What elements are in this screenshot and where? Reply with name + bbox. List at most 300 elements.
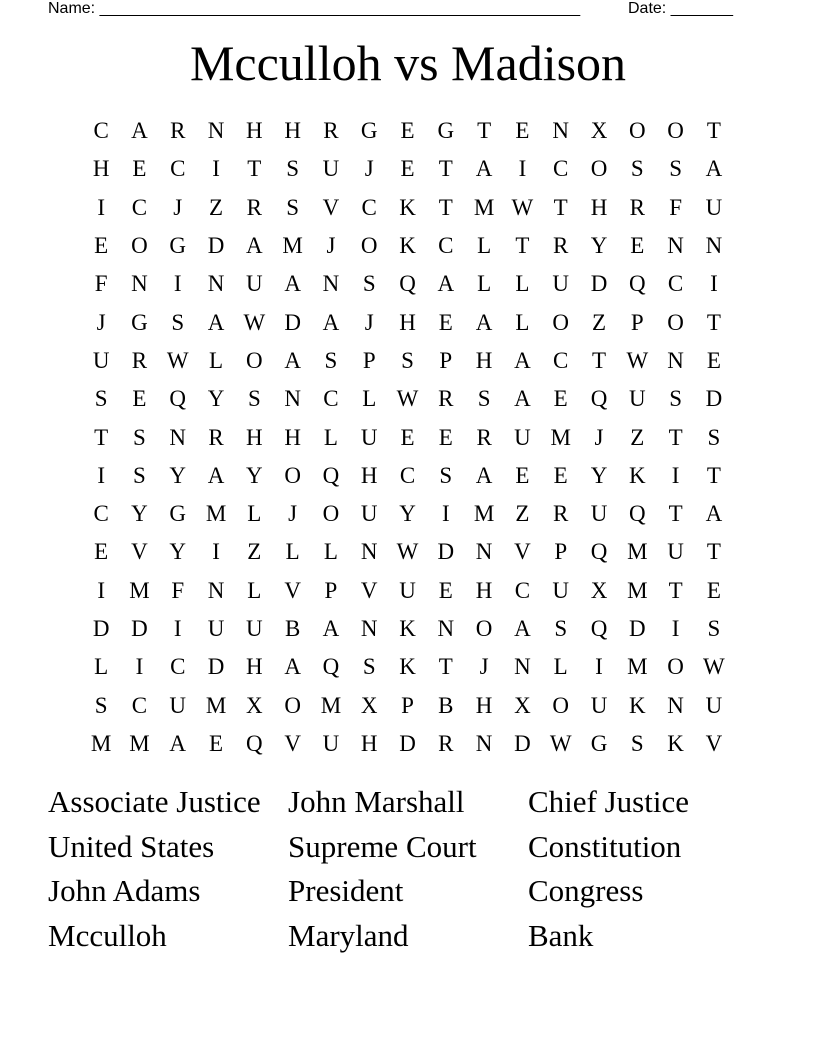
grid-letter[interactable]: H — [475, 692, 493, 718]
grid-letter[interactable]: Q — [590, 539, 608, 565]
grid-letter[interactable]: Q — [590, 616, 608, 641]
grid-letter[interactable]: Q — [322, 654, 340, 680]
grid-letter[interactable]: I — [518, 156, 527, 182]
grid-letter[interactable]: S — [362, 271, 376, 297]
grid-letter[interactable]: L — [553, 654, 568, 680]
grid-letter[interactable]: D — [628, 616, 646, 641]
grid-letter[interactable]: U — [169, 692, 187, 718]
grid-letter[interactable]: V — [284, 577, 301, 603]
grid-letter[interactable]: Q — [399, 271, 416, 297]
grid-letter[interactable]: V — [360, 577, 378, 603]
grid-letter[interactable]: A — [475, 156, 493, 182]
grid-letter[interactable]: M — [129, 577, 150, 603]
date-field-label[interactable]: Date: _______ — [628, 0, 733, 17]
grid-letter[interactable]: D — [514, 730, 531, 756]
grid-letter[interactable]: U — [514, 424, 531, 450]
grid-letter[interactable]: I — [173, 271, 182, 297]
grid-letter[interactable]: N — [207, 271, 225, 297]
grid-letter[interactable]: U — [246, 616, 263, 641]
grid-letter[interactable]: D — [437, 539, 455, 565]
grid-letter[interactable]: J — [364, 156, 374, 182]
grid-letter[interactable]: U — [705, 194, 723, 220]
grid-letter[interactable]: K — [399, 233, 416, 259]
grid-letter[interactable]: J — [173, 194, 183, 220]
grid-letter[interactable]: S — [707, 424, 721, 450]
grid-letter[interactable]: V — [322, 194, 340, 220]
grid-letter[interactable]: I — [173, 616, 182, 641]
grid-letter[interactable]: H — [284, 118, 301, 144]
grid-letter[interactable]: H — [360, 730, 378, 756]
grid-letter[interactable]: T — [706, 309, 721, 335]
grid-letter[interactable]: G — [169, 233, 187, 259]
grid-letter[interactable]: Z — [591, 309, 607, 335]
grid-letter[interactable]: N — [667, 347, 684, 373]
grid-letter[interactable]: T — [553, 194, 568, 220]
grid-letter[interactable]: O — [552, 309, 570, 335]
grid-letter[interactable]: E — [400, 118, 415, 144]
grid-letter[interactable]: U — [667, 539, 684, 565]
grid-letter[interactable]: Y — [590, 233, 608, 259]
grid-letter[interactable]: M — [90, 730, 112, 756]
grid-letter[interactable]: K — [399, 616, 416, 641]
grid-letter[interactable]: L — [515, 309, 530, 335]
grid-letter[interactable]: V — [514, 539, 531, 565]
grid-letter[interactable]: C — [131, 194, 148, 220]
grid-letter[interactable]: A — [475, 309, 493, 335]
grid-letter[interactable]: T — [438, 194, 453, 220]
grid-letter[interactable]: V — [131, 539, 148, 565]
grid-letter[interactable]: O — [322, 501, 340, 527]
page-title: Mcculloh vs Madison — [189, 35, 627, 91]
grid-letter[interactable]: N — [207, 577, 225, 603]
grid-letter[interactable]: T — [438, 654, 453, 680]
grid-letter[interactable]: X — [514, 692, 531, 718]
grid-letter[interactable]: C — [131, 692, 148, 718]
grid-letter[interactable]: A — [207, 309, 225, 335]
grid-letter[interactable]: L — [209, 347, 224, 373]
grid-letter[interactable]: L — [477, 233, 492, 259]
grid-letter[interactable]: O — [667, 309, 684, 335]
grid-letter[interactable]: Y — [399, 501, 416, 527]
grid-letter[interactable]: U — [360, 501, 378, 527]
word-list — [48, 780, 768, 958]
grid-letter[interactable]: S — [630, 156, 644, 182]
grid-letter[interactable]: T — [706, 539, 721, 565]
grid-letter[interactable]: C — [438, 233, 454, 259]
grid-letter[interactable]: H — [590, 194, 608, 220]
grid-letter[interactable]: J — [479, 654, 489, 680]
grid-letter[interactable]: A — [322, 309, 340, 335]
grid-letter[interactable]: C — [93, 118, 109, 144]
grid-letter[interactable]: W — [626, 347, 649, 373]
grid-letter[interactable]: S — [554, 616, 568, 641]
grid-letter[interactable]: R — [438, 730, 454, 756]
grid-letter[interactable]: A — [322, 616, 340, 641]
grid-letter[interactable]: D — [207, 233, 225, 259]
grid-letter[interactable]: S — [477, 386, 491, 412]
grid-letter[interactable]: Z — [247, 539, 262, 565]
grid-letter[interactable]: E — [630, 233, 645, 259]
grid-letter[interactable]: O — [360, 233, 378, 259]
grid-letter[interactable]: G — [131, 309, 148, 335]
grid-letter[interactable]: O — [131, 233, 148, 259]
grid-letter[interactable]: X — [246, 692, 263, 718]
grid-letter[interactable]: N — [667, 233, 684, 259]
grid-letter[interactable]: K — [399, 654, 416, 680]
grid-letter[interactable]: H — [246, 118, 263, 144]
grid-letter[interactable]: K — [628, 692, 646, 718]
grid-letter[interactable]: C — [93, 501, 109, 527]
grid-letter[interactable]: E — [438, 577, 453, 603]
grid-letter[interactable]: V — [705, 730, 723, 756]
grid-letter[interactable]: A — [284, 654, 301, 680]
grid-letter[interactable]: E — [400, 424, 415, 450]
grid-letter[interactable]: L — [94, 654, 109, 680]
grid-letter[interactable]: I — [212, 539, 220, 565]
grid-letter[interactable]: U — [552, 271, 570, 297]
grid-letter[interactable]: N — [360, 539, 378, 565]
grid-letter[interactable]: I — [441, 501, 450, 527]
grid-letter[interactable]: N — [552, 118, 570, 144]
grid-letter[interactable]: A — [514, 386, 531, 412]
grid-letter[interactable]: J — [326, 233, 336, 259]
grid-letter[interactable]: M — [282, 233, 303, 259]
grid-letter[interactable]: N — [322, 271, 340, 297]
grid-letter[interactable]: A — [284, 347, 301, 373]
grid-letter[interactable]: O — [552, 692, 570, 718]
grid-letter[interactable]: A — [207, 462, 225, 488]
grid-letter[interactable]: O — [667, 118, 684, 144]
grid-letter[interactable]: L — [247, 577, 262, 603]
grid-letter[interactable]: O — [667, 654, 684, 680]
grid-letter[interactable]: N — [284, 386, 301, 412]
grid-letter[interactable]: H — [475, 347, 493, 373]
word-list-item: Mcculloh — [48, 917, 167, 953]
grid-letter[interactable]: G — [360, 118, 378, 144]
grid-letter[interactable]: Y — [131, 501, 148, 527]
grid-letter[interactable]: H — [475, 577, 493, 603]
grid-letter[interactable]: E — [438, 424, 453, 450]
grid-letter[interactable]: T — [591, 347, 607, 373]
grid-letter[interactable]: T — [477, 118, 492, 144]
grid-letter[interactable]: G — [169, 501, 187, 527]
grid-letter[interactable]: S — [94, 386, 108, 412]
grid-letter[interactable]: Z — [209, 194, 224, 220]
grid-letter[interactable]: N — [705, 233, 723, 259]
grid-letter[interactable]: F — [171, 577, 185, 603]
grid-letter[interactable]: E — [438, 309, 453, 335]
grid-letter[interactable]: P — [401, 692, 414, 718]
grid-letter[interactable]: U — [628, 386, 646, 412]
grid-letter[interactable]: A — [514, 616, 531, 641]
grid-letter[interactable]: W — [703, 654, 725, 680]
grid-letter[interactable]: S — [669, 156, 682, 182]
grid-letter[interactable]: N — [360, 616, 378, 641]
grid-letter[interactable]: G — [590, 730, 608, 756]
grid-letter[interactable]: R — [323, 118, 339, 144]
grid-letter[interactable]: H — [246, 424, 263, 450]
grid-letter[interactable]: P — [630, 309, 644, 335]
grid-letter[interactable]: R — [476, 424, 492, 450]
grid-letter[interactable]: F — [669, 194, 682, 220]
grid-letter[interactable]: U — [92, 347, 110, 373]
grid-letter[interactable]: J — [288, 501, 298, 527]
grid-letter[interactable]: R — [553, 501, 569, 527]
grid-letter[interactable]: L — [515, 271, 530, 297]
grid-letter[interactable]: D — [284, 309, 301, 335]
grid-letter[interactable]: S — [669, 386, 682, 412]
grid-letter[interactable]: W — [166, 347, 189, 373]
grid-letter[interactable]: M — [627, 539, 648, 565]
grid-letter[interactable]: I — [135, 654, 144, 680]
grid-letter[interactable]: N — [169, 424, 187, 450]
grid-letter[interactable]: I — [212, 156, 220, 182]
grid-letter[interactable]: N — [437, 616, 455, 641]
grid-letter[interactable]: M — [627, 577, 648, 603]
grid-letter[interactable]: Q — [628, 271, 646, 297]
grid-letter[interactable]: Q — [628, 501, 646, 527]
grid-letter[interactable]: J — [96, 309, 106, 335]
grid-letter[interactable]: P — [362, 347, 376, 373]
grid-letter[interactable]: C — [170, 654, 186, 680]
grid-letter[interactable]: I — [710, 271, 718, 297]
grid-letter[interactable]: L — [323, 539, 338, 565]
grid-letter[interactable]: M — [129, 730, 150, 756]
grid-letter[interactable]: U — [322, 156, 340, 182]
grid-letter[interactable]: H — [246, 654, 263, 680]
grid-letter[interactable]: E — [132, 386, 147, 412]
grid-letter[interactable]: S — [247, 386, 261, 412]
grid-letter[interactable]: U — [322, 730, 340, 756]
grid-letter[interactable]: B — [438, 692, 454, 718]
word-list-item: Constitution — [528, 828, 682, 864]
grid-letter[interactable]: A — [246, 233, 263, 259]
grid-letter[interactable]: M — [550, 424, 571, 450]
grid-letter[interactable]: W — [396, 386, 419, 412]
grid-letter[interactable]: O — [475, 616, 493, 641]
grid-letter[interactable]: N — [207, 118, 225, 144]
grid-letter[interactable]: A — [475, 462, 493, 488]
grid-letter[interactable]: W — [396, 539, 419, 565]
word-list-item: Chief Justice — [528, 784, 689, 819]
grid-letter[interactable]: S — [630, 730, 644, 756]
grid-letter[interactable]: Q — [246, 730, 263, 756]
grid-letter[interactable]: U — [705, 692, 723, 718]
grid-letter[interactable]: G — [437, 118, 455, 144]
grid-letter[interactable]: U — [207, 616, 225, 641]
grid-letter[interactable]: A — [169, 730, 187, 756]
grid-letter[interactable]: X — [590, 118, 608, 144]
grid-letter[interactable]: D — [131, 616, 148, 641]
grid-letter[interactable]: O — [284, 692, 301, 718]
grid-letter[interactable]: A — [284, 271, 301, 297]
grid-letter[interactable]: S — [171, 309, 185, 335]
grid-letter[interactable]: S — [133, 424, 146, 450]
grid-letter[interactable]: H — [284, 424, 301, 450]
word-list-item: Congress — [528, 873, 644, 908]
grid-letter[interactable]: V — [284, 730, 301, 756]
grid-letter[interactable]: E — [94, 233, 109, 259]
grid-letter[interactable]: E — [400, 156, 415, 182]
grid-letter[interactable]: C — [361, 194, 377, 220]
grid-letter[interactable]: N — [475, 730, 493, 756]
grid-letter[interactable]: T — [247, 156, 262, 182]
word-list-item: Maryland — [288, 917, 409, 953]
grid-letter[interactable]: Y — [590, 462, 608, 488]
grid-letter[interactable]: R — [131, 347, 148, 373]
grid-letter[interactable]: M — [627, 654, 648, 680]
grid-letter[interactable]: R — [170, 118, 186, 144]
grid-letter[interactable]: H — [399, 309, 416, 335]
grid-letter[interactable]: C — [667, 271, 684, 297]
grid-letter[interactable]: R — [629, 194, 645, 220]
grid-letter[interactable]: X — [360, 692, 378, 718]
grid-letter[interactable]: Z — [630, 424, 645, 450]
grid-letter[interactable]: O — [590, 156, 608, 182]
grid-letter[interactable]: D — [92, 616, 110, 641]
grid-letter[interactable]: S — [286, 194, 300, 220]
grid-letter[interactable]: Y — [207, 386, 225, 412]
grid-letter[interactable]: Q — [169, 386, 187, 412]
grid-letter[interactable]: M — [473, 501, 495, 527]
grid-letter[interactable]: R — [246, 194, 262, 220]
grid-letter[interactable]: E — [553, 386, 568, 412]
grid-letter[interactable]: E — [209, 730, 224, 756]
grid-letter[interactable]: P — [439, 347, 453, 373]
grid-row — [82, 265, 733, 303]
grid-letter[interactable]: U — [590, 501, 608, 527]
grid-letter[interactable]: S — [133, 462, 146, 488]
grid-letter[interactable]: B — [284, 616, 301, 641]
grid-letter[interactable]: O — [246, 347, 263, 373]
grid-letter[interactable]: K — [399, 194, 416, 220]
grid-letter[interactable]: S — [401, 347, 414, 373]
grid-letter[interactable]: L — [285, 539, 300, 565]
grid-letter[interactable]: Z — [515, 501, 530, 527]
grid-letter[interactable]: U — [399, 577, 416, 603]
grid-letter[interactable]: E — [706, 577, 721, 603]
grid-letter[interactable]: U — [246, 271, 263, 297]
grid-letter[interactable]: E — [553, 462, 568, 488]
grid-letter[interactable]: L — [323, 424, 338, 450]
grid-letter[interactable]: S — [707, 616, 721, 641]
grid-letter[interactable]: C — [514, 577, 531, 603]
grid-letter[interactable]: W — [549, 730, 572, 756]
grid-letter[interactable]: A — [131, 118, 148, 144]
grid-letter[interactable]: S — [286, 156, 300, 182]
grid-letter[interactable]: T — [668, 577, 683, 603]
grid-letter[interactable]: K — [667, 730, 684, 756]
grid-letter[interactable]: J — [594, 424, 604, 450]
grid-letter[interactable]: H — [92, 156, 110, 182]
grid-letter[interactable]: M — [205, 501, 227, 527]
grid-letter[interactable]: A — [705, 501, 723, 527]
grid-letter[interactable]: R — [438, 386, 454, 412]
grid-letter[interactable]: Y — [246, 462, 263, 488]
grid-letter[interactable]: I — [97, 462, 105, 488]
grid-letter[interactable]: U — [552, 577, 570, 603]
grid-letter[interactable]: L — [477, 271, 492, 297]
grid-letter[interactable]: S — [324, 347, 338, 373]
grid-letter[interactable]: U — [590, 692, 608, 718]
grid-letter[interactable]: S — [94, 692, 108, 718]
grid-letter[interactable]: D — [705, 386, 723, 412]
grid-letter[interactable]: M — [205, 692, 227, 718]
grid-letter[interactable]: T — [668, 501, 683, 527]
grid-letter[interactable]: Q — [322, 462, 340, 488]
grid-letter[interactable]: M — [473, 194, 495, 220]
grid-letter[interactable]: C — [553, 347, 569, 373]
grid-letter[interactable]: O — [284, 462, 301, 488]
grid-letter[interactable]: L — [362, 386, 377, 412]
grid-letter[interactable]: I — [671, 462, 680, 488]
grid-letter[interactable]: T — [94, 424, 109, 450]
grid-letter[interactable]: I — [671, 616, 680, 641]
grid-letter[interactable]: R — [553, 233, 569, 259]
grid-letter[interactable]: N — [514, 654, 531, 680]
grid-letter[interactable]: E — [94, 539, 109, 565]
grid-letter[interactable]: E — [515, 462, 530, 488]
grid-letter[interactable]: K — [628, 462, 646, 488]
grid-letter[interactable]: Y — [169, 539, 187, 565]
grid-letter[interactable]: E — [132, 156, 147, 182]
grid-letter[interactable]: I — [595, 654, 603, 680]
grid-row — [82, 189, 733, 227]
grid-letter[interactable]: A — [514, 347, 531, 373]
grid-letter[interactable]: P — [554, 539, 568, 565]
grid-letter[interactable]: S — [362, 654, 376, 680]
grid-letter[interactable]: T — [706, 462, 721, 488]
grid-letter[interactable]: J — [364, 309, 374, 335]
grid-letter[interactable]: D — [207, 654, 225, 680]
grid-letter[interactable]: R — [208, 424, 224, 450]
grid-letter[interactable]: T — [706, 118, 721, 144]
grid-letter[interactable]: C — [553, 156, 569, 182]
grid-letter[interactable]: H — [360, 462, 378, 488]
grid-letter[interactable]: F — [94, 271, 108, 297]
grid-letter[interactable]: N — [475, 539, 493, 565]
grid-letter[interactable]: L — [247, 501, 262, 527]
grid-letter[interactable]: T — [438, 156, 453, 182]
grid-letter[interactable]: C — [170, 156, 186, 182]
grid-letter[interactable]: X — [590, 577, 608, 603]
grid-letter[interactable]: Y — [169, 462, 187, 488]
grid-letter[interactable]: A — [437, 271, 455, 297]
grid-letter[interactable]: W — [243, 309, 266, 335]
grid-letter[interactable]: I — [97, 194, 105, 220]
grid-letter[interactable]: W — [511, 194, 534, 220]
grid-letter[interactable]: C — [399, 462, 416, 488]
grid-letter[interactable]: I — [97, 577, 105, 603]
grid-letter[interactable]: C — [323, 386, 339, 412]
grid-letter[interactable]: M — [320, 692, 342, 718]
grid-letter[interactable]: P — [324, 577, 338, 603]
grid-letter[interactable]: Q — [590, 386, 608, 412]
grid-letter[interactable]: D — [590, 271, 608, 297]
grid-letter[interactable]: N — [667, 692, 684, 718]
name-field-label[interactable]: Name: ______________________________________________________ — [48, 0, 581, 17]
grid-letter[interactable]: T — [668, 424, 683, 450]
grid-letter[interactable]: S — [439, 462, 453, 488]
grid-letter[interactable]: N — [131, 271, 148, 297]
grid-letter[interactable]: O — [628, 118, 646, 144]
grid-letter[interactable]: D — [399, 730, 416, 756]
grid-letter[interactable]: A — [705, 156, 723, 182]
grid-letter[interactable]: T — [515, 233, 530, 259]
grid-letter[interactable]: U — [360, 424, 378, 450]
grid-letter[interactable]: E — [706, 347, 721, 373]
grid-letter[interactable]: E — [515, 118, 530, 144]
